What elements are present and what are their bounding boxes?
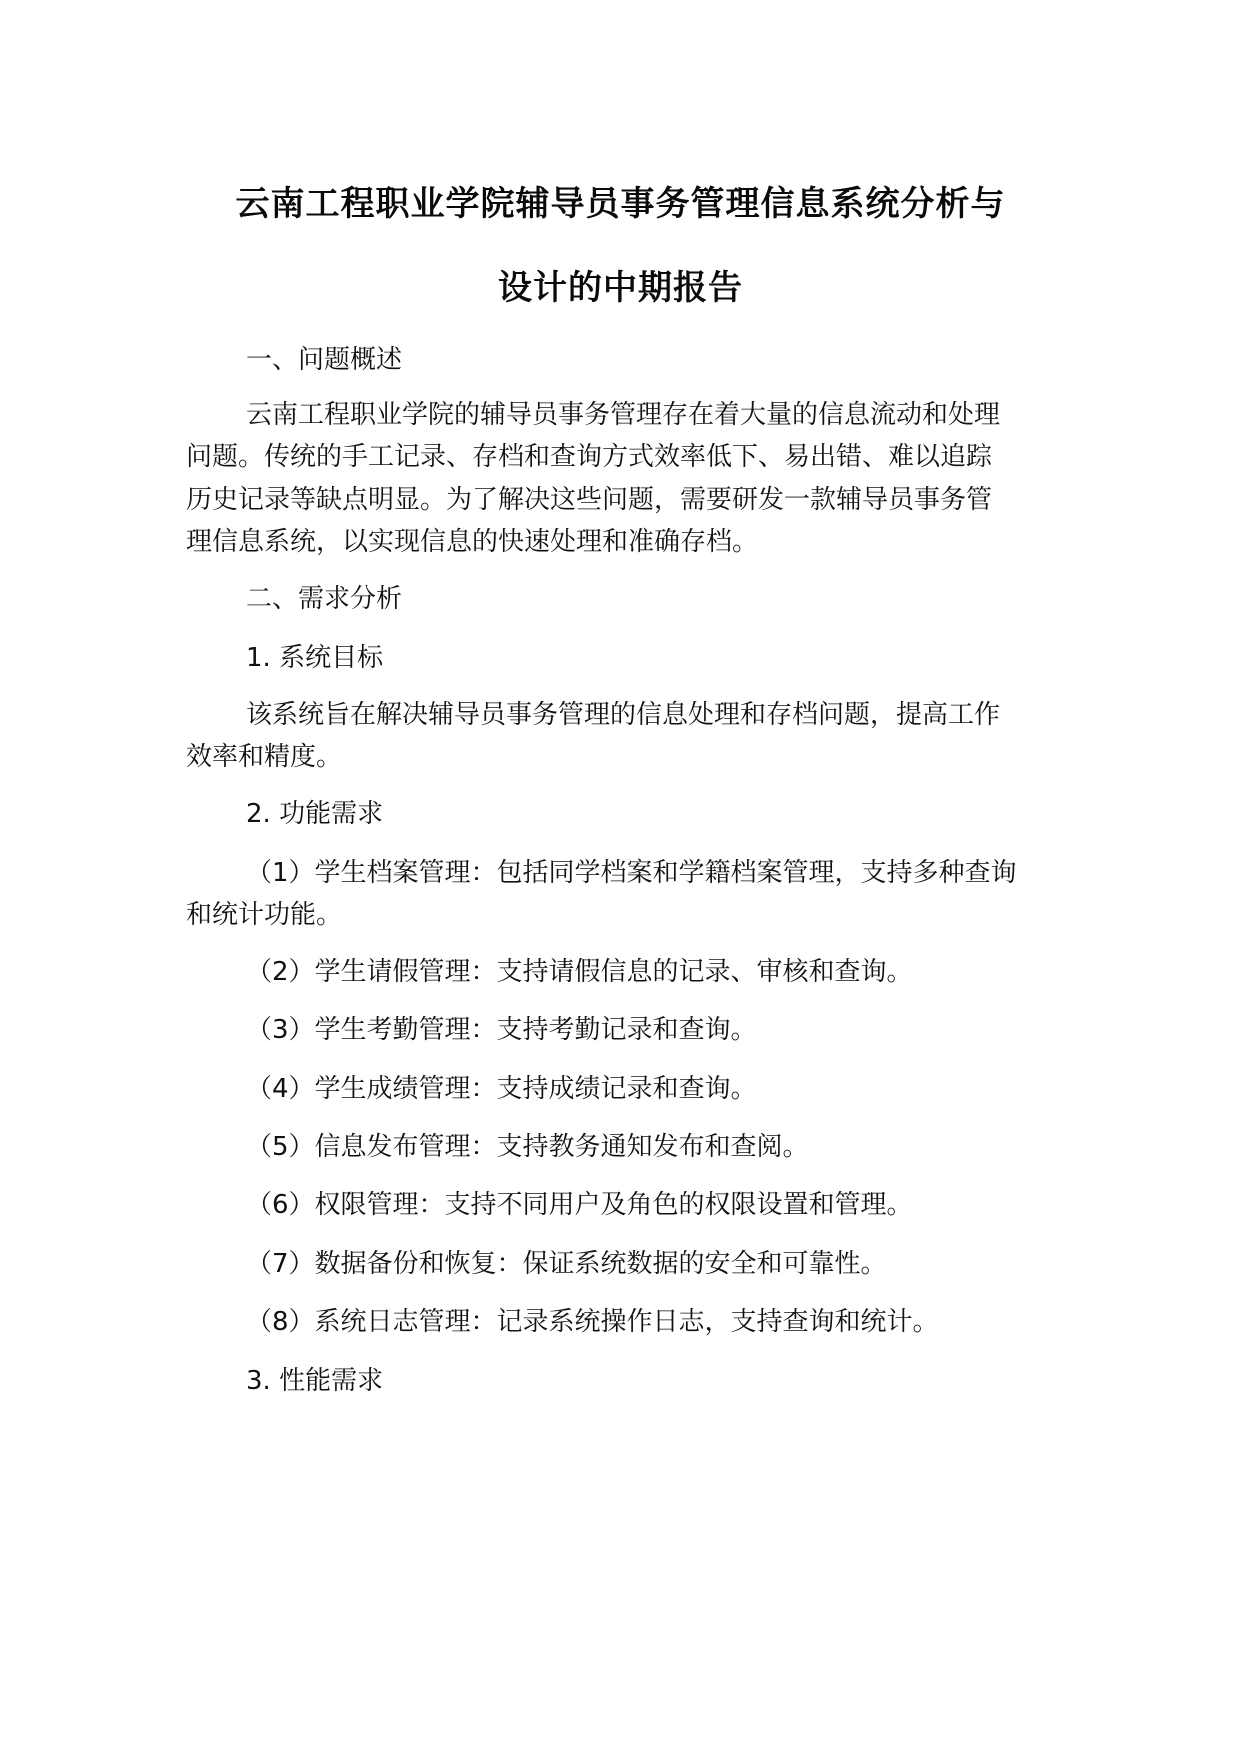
subsection-1-paragraph-line-1: 该系统旨在解决辅导员事务管理的信息处理和存档问题，提高工作: [246, 700, 1001, 730]
requirement-item-7: （7）数据备份和恢复：保证系统数据的安全和可靠性。: [246, 1249, 887, 1279]
requirement-item-1-line-2: 和统计功能。: [186, 900, 343, 930]
section-1-paragraph-line-2: 问题。传统的手工记录、存档和查询方式效率低下、易出错、难以追踪: [186, 442, 993, 472]
requirement-item-5: （5）信息发布管理：支持教务通知发布和查阅。: [246, 1132, 809, 1162]
section-1-paragraph-line-4: 理信息系统，以实现信息的快速处理和准确存档。: [186, 527, 759, 557]
requirement-item-8: （8）系统日志管理：记录系统操作日志，支持查询和统计。: [246, 1307, 939, 1337]
subsection-2-heading: 2. 功能需求: [246, 799, 384, 829]
requirement-item-6: （6）权限管理：支持不同用户及角色的权限设置和管理。: [246, 1190, 913, 1220]
requirement-item-2: （2）学生请假管理：支持请假信息的记录、审核和查询。: [246, 957, 913, 987]
requirement-item-1-line-1: （1）学生档案管理：包括同学档案和学籍档案管理，支持多种查询: [246, 858, 1017, 888]
section-1-paragraph-line-3: 历史记录等缺点明显。为了解决这些问题，需要研发一款辅导员事务管: [186, 485, 993, 515]
section-1-paragraph-line-1: 云南工程职业学院的辅导员事务管理存在着大量的信息流动和处理: [246, 400, 1001, 430]
requirement-item-4: （4）学生成绩管理：支持成绩记录和查询。: [246, 1074, 757, 1104]
document-title-line-2: 设计的中期报告: [498, 268, 743, 308]
subsection-1-heading: 1. 系统目标: [246, 643, 384, 673]
section-2-heading: 二、需求分析: [246, 584, 403, 614]
requirement-item-3: （3）学生考勤管理：支持考勤记录和查询。: [246, 1015, 757, 1045]
subsection-1-paragraph-line-2: 效率和精度。: [186, 742, 343, 772]
section-1-heading: 一、问题概述: [246, 345, 403, 375]
document-title-line-1: 云南工程职业学院辅导员事务管理信息系统分析与: [235, 184, 1006, 224]
subsection-3-heading: 3. 性能需求: [246, 1366, 384, 1396]
